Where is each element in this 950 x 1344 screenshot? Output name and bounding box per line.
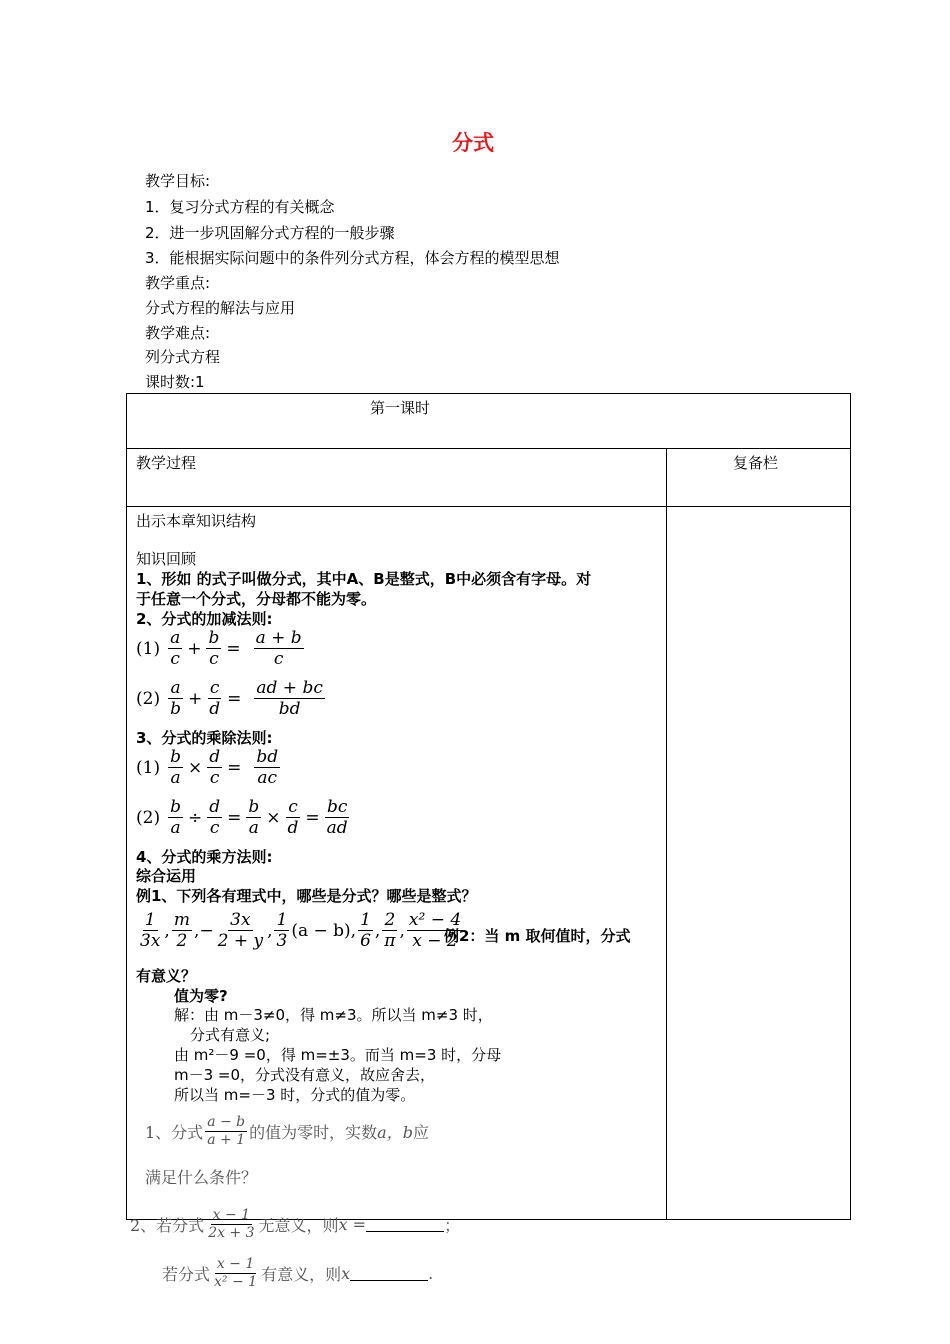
plus-sign: + [187, 688, 203, 709]
table-row-divider [126, 506, 851, 507]
rule4-heading: 4、分式的乘方法则: [136, 848, 273, 866]
add-rule-1 [136, 628, 306, 669]
denominator: x − 2 [412, 931, 458, 951]
question2-suffix: ； [444, 1216, 461, 1235]
question3-var: x [341, 1264, 351, 1283]
numerator: c [209, 678, 220, 698]
question1-suffix: 应 [412, 1123, 429, 1142]
page-title: 分式 [452, 131, 494, 155]
table-border-right [850, 393, 851, 1220]
question3-prefix: 若分式 [162, 1265, 211, 1284]
comma: , [193, 920, 200, 941]
denominator: c [273, 649, 284, 669]
question3-middle: 有意义，则 [261, 1265, 342, 1284]
numerator: a [170, 678, 181, 698]
formula-label: (2) [136, 807, 161, 828]
numerator: 1 [360, 910, 371, 930]
denominator: a [170, 818, 181, 838]
numerator: b [170, 747, 181, 767]
denominator: ac [257, 768, 278, 788]
add-rule-2 [136, 678, 327, 719]
question3 [162, 1256, 433, 1291]
comma: , [399, 920, 405, 941]
denominator: 3x [140, 931, 161, 951]
question2-middle: 无意义，则 [258, 1216, 339, 1235]
denominator: c [170, 649, 180, 669]
denominator: d [287, 818, 299, 838]
question1-vars: a，b [377, 1123, 413, 1142]
denominator: a + 1 [207, 1132, 246, 1148]
question2-var: x = [338, 1215, 367, 1234]
solution-line: m－3 =0，分式没有意义，故应舍去， [174, 1066, 436, 1084]
equals-sign: = [226, 638, 241, 659]
review-heading: 知识回顾 [136, 550, 197, 568]
numerator: bd [256, 747, 279, 767]
goal-item: 2．进一步巩固解分式方程的一般步骤 [145, 224, 395, 242]
equals-sign: = [227, 688, 242, 709]
comma: , [164, 920, 170, 941]
formula-label: (2) [136, 688, 161, 709]
plus-sign: + [187, 638, 202, 659]
denominator: a [248, 818, 259, 838]
denominator: bd [278, 699, 301, 719]
denominator: c [209, 768, 220, 788]
rule1-line1: 1、形如 的式子叫做分式，其中A、B是整式，B中必须含有字母。对 [136, 570, 592, 588]
hours-text: 课时数:1 [145, 373, 205, 391]
mul-rule-1 [136, 747, 282, 788]
table-border-top [126, 393, 851, 394]
solution-line: 由 m²－9 =0，得 m=±3。而当 m=3 时，分母 [174, 1046, 502, 1064]
example2-line3: 值为零? [174, 987, 228, 1005]
numerator: 2 [384, 910, 396, 930]
goal-item: 3．能根据实际问题中的条件列分式方程，体会方程的模型思想 [145, 249, 560, 267]
notes-header: 复备栏 [733, 454, 779, 472]
denominator: b [170, 699, 181, 719]
numerator: m [173, 910, 190, 930]
difficulties-heading: 教学难点: [145, 324, 211, 342]
structure-text: 出示本章知识结构 [136, 512, 257, 530]
div-rule-2 [136, 797, 352, 838]
numerator: a − b [207, 1114, 246, 1130]
key-points-heading: 教学重点: [145, 274, 211, 292]
lesson-header: 第一课时 [370, 399, 431, 417]
question1-middle: 的值为零时，实数 [249, 1123, 378, 1142]
denominator: d [209, 699, 221, 719]
question1-line2: 满足什么条件？ [145, 1168, 258, 1187]
table-row-divider [126, 448, 851, 449]
divide-sign: ÷ [187, 807, 203, 828]
numerator: 1 [276, 910, 288, 930]
table-border-left [126, 393, 127, 1220]
numerator: 1 [144, 910, 156, 930]
example1-expressions [136, 910, 465, 951]
solution-line: 分式有意义; [190, 1026, 271, 1044]
equals-sign: = [305, 807, 320, 828]
solution-line: 解：由 m－3≠0，得 m≠3。所以当 m≠3 时， [174, 1006, 493, 1024]
answer-blank[interactable] [366, 1217, 444, 1232]
times-sign: × [266, 807, 281, 828]
comma: , [267, 920, 273, 941]
denominator: 2x + 3 [208, 1225, 255, 1241]
denominator: x² − 1 [214, 1274, 258, 1290]
denominator: a [170, 768, 181, 788]
formula-label: (1) [136, 757, 161, 778]
numerator: x − 1 [212, 1207, 251, 1223]
denominator: c [209, 818, 220, 838]
denominator: 2 [176, 931, 188, 951]
goals-heading: 教学目标: [145, 172, 211, 190]
comma: , [374, 920, 381, 941]
numerator: a + b [255, 628, 302, 648]
rule3-heading: 3、分式的乘除法则: [136, 729, 273, 747]
minus-sign: − [199, 920, 214, 941]
key-points-text: 分式方程的解法与应用 [145, 299, 296, 317]
denominator: 6 [360, 931, 371, 951]
rule1-line2: 于任意一个分式，分母都不能为零。 [136, 590, 377, 608]
answer-blank[interactable] [350, 1266, 428, 1281]
numerator: x − 1 [216, 1256, 255, 1272]
question1-prefix: 1、分式 [145, 1123, 204, 1142]
question3-suffix: . [428, 1264, 434, 1283]
question1 [145, 1114, 429, 1149]
numerator: b [208, 628, 220, 648]
rule2-heading: 2、分式的加减法则: [136, 610, 273, 628]
numerator: x² − 4 [408, 910, 462, 930]
numerator: a [170, 628, 181, 648]
denominator: ad [326, 818, 348, 838]
table-column-divider [666, 448, 667, 1220]
numerator: d [209, 747, 221, 767]
denominator: c [209, 649, 219, 669]
process-header: 教学过程 [136, 454, 197, 472]
example1-text: 例1、下列各有理式中，哪些是分式？哪些是整式？ [136, 887, 477, 905]
difficulties-text: 列分式方程 [145, 348, 221, 366]
goal-item: 1．复习分式方程的有关概念 [145, 198, 335, 216]
solution-line: 所以当 m=－3 时，分式的值为零。 [174, 1086, 416, 1104]
example2-text: 例2：当 m 取何值时，分式 [444, 927, 631, 945]
numerator: ad + bc [256, 678, 323, 698]
formula-label: (1) [136, 638, 161, 659]
denominator: 2 + y [217, 931, 264, 951]
numerator: 3x [230, 910, 251, 930]
numerator: bc [326, 797, 348, 817]
term-tail: (a − b), [291, 920, 357, 941]
equals-sign: = [227, 807, 242, 828]
numerator: d [209, 797, 221, 817]
numerator: b [170, 797, 181, 817]
denominator: π [384, 931, 396, 951]
numerator: c [288, 797, 298, 817]
denominator: 3 [276, 931, 288, 951]
apply-heading: 综合运用 [136, 867, 197, 885]
example2-line2: 有意义？ [136, 967, 197, 985]
question2 [130, 1207, 460, 1242]
question2-prefix: 2、若分式 [130, 1216, 205, 1235]
numerator: b [248, 797, 260, 817]
times-sign: × [187, 757, 203, 778]
equals-sign: = [227, 757, 242, 778]
